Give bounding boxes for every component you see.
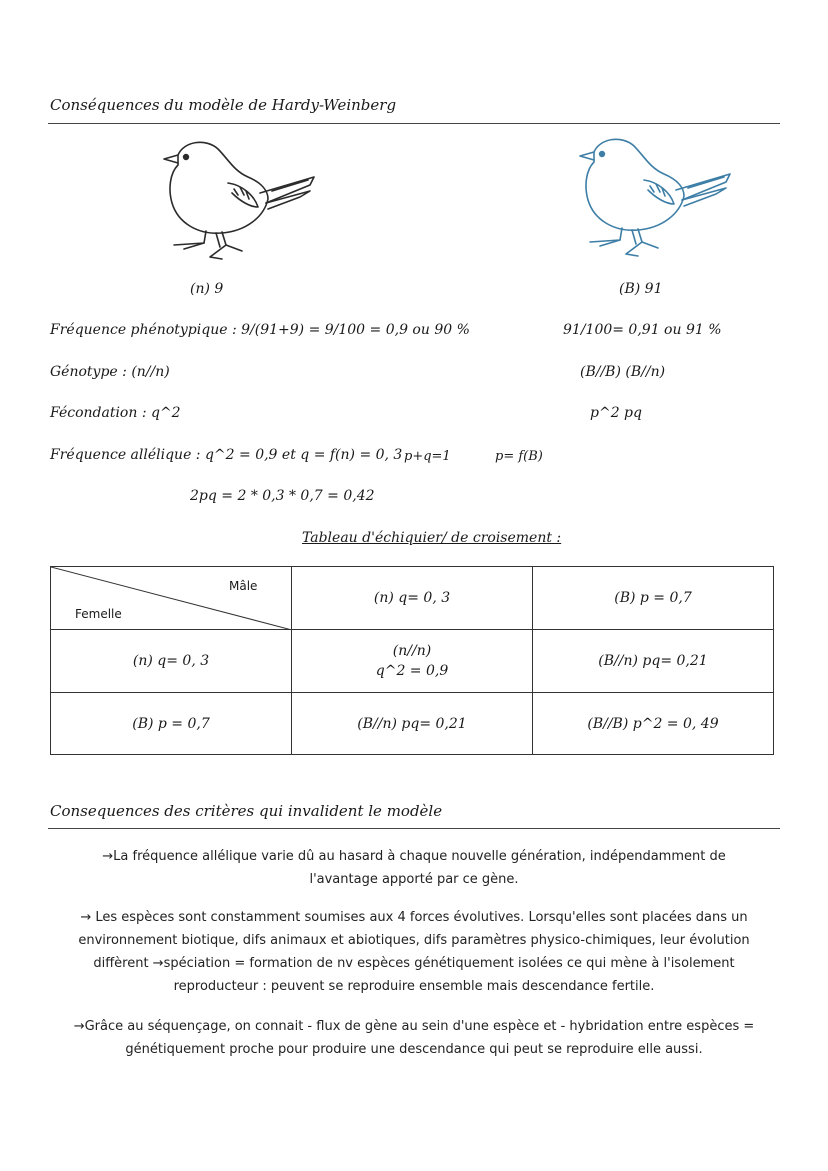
- row-header-n: (n) q= 0, 3: [51, 630, 292, 693]
- left-bird-label: (n) 9: [190, 281, 224, 297]
- para2-line1: → Les espèces sont constamment soumises aux 4 forces évolutives. Lorsqu'elles sont placées dans un: [80, 910, 748, 925]
- section2-underline: [48, 828, 780, 829]
- fecondation-line: Fécondation : q^2: [50, 405, 181, 421]
- genotype-line: Génotype : (n//n): [50, 364, 170, 380]
- column-header-b: (B) p = 0,7: [533, 567, 774, 630]
- paragraph-sequencing: [56, 1015, 772, 1061]
- cell-bb: (B//B) p^2 = 0, 49: [533, 693, 774, 755]
- header-corner-cell: [51, 567, 292, 630]
- cell-bn-bottom: (B//n) pq= 0,21: [292, 693, 533, 755]
- para2-line2: environnement biotique, difs animaux et abiotiques, difs paramètres physico-chimiques, leur évolution: [78, 933, 750, 948]
- punnett-square-table: [50, 566, 774, 755]
- para3-line2: génétiquement proche pour produire une descendance qui peut se reproduire elle aussi.: [125, 1042, 703, 1057]
- para2-line4: reproducteur : peuvent se reproduire ensemble mais descendance fertile.: [173, 979, 655, 994]
- title-underline: [48, 123, 780, 124]
- p-plus-q: p+q=1: [404, 449, 451, 464]
- section-title-hardy-weinberg: Conséquences du modèle de Hardy-Weinberg: [50, 96, 397, 114]
- paragraph-speciation: [56, 906, 772, 998]
- para3-line1: →Grâce au séquençage, on connait - flux de gène au sein d'une espèce et - hybridation entre espèces =: [73, 1019, 755, 1034]
- cell-nn-frequency: q^2 = 0,9: [375, 663, 449, 679]
- genotype-right: (B//B) (B//n): [580, 364, 666, 380]
- row-header-b: (B) p = 0,7: [51, 693, 292, 755]
- cell-nn-genotype: (n//n): [392, 643, 432, 659]
- p-equals-fb: p= f(B): [495, 449, 543, 464]
- cell-bn-top: (B//n) pq= 0,21: [533, 630, 774, 693]
- freq-phenotypique-right: 91/100= 0,91 ou 91 %: [563, 322, 722, 338]
- blue-bird-illustration: [566, 130, 736, 265]
- para1-line1: →La fréquence allélique varie dû au hasard à chaque nouvelle génération, indépendamment de: [102, 849, 726, 864]
- cell-nn: [292, 630, 533, 693]
- freq-allelique: Fréquence allélique : q^2 = 0,9 et q = f(n) = 0, 3: [50, 447, 403, 463]
- two-pq-line: 2pq = 2 * 0,3 * 0,7 = 0,42: [190, 488, 375, 504]
- para2-line3: diffèrent →spéciation = formation de nv espèces génétiquement isolées ce qui mène à l'isolement: [93, 956, 735, 971]
- fecondation-right: p^2 pq: [590, 405, 642, 421]
- header-female-label: Femelle: [75, 607, 122, 621]
- paragraph-allelic-drift: [56, 845, 772, 891]
- column-header-n: (n) q= 0, 3: [292, 567, 533, 630]
- header-male-label: Mâle: [229, 579, 258, 593]
- table-title: Tableau d'échiquier/ de croisement :: [302, 530, 562, 546]
- para1-line2: l'avantage apporté par ce gène.: [309, 872, 519, 887]
- black-bird-illustration: [150, 133, 320, 268]
- section-title-invalidating-criteria: Consequences des critères qui invalident le modèle: [50, 802, 443, 820]
- freq-phenotypique: Fréquence phénotypique : 9/(91+9) = 9/100 = 0,9 ou 90 %: [50, 322, 470, 338]
- right-bird-label: (B) 91: [619, 281, 663, 297]
